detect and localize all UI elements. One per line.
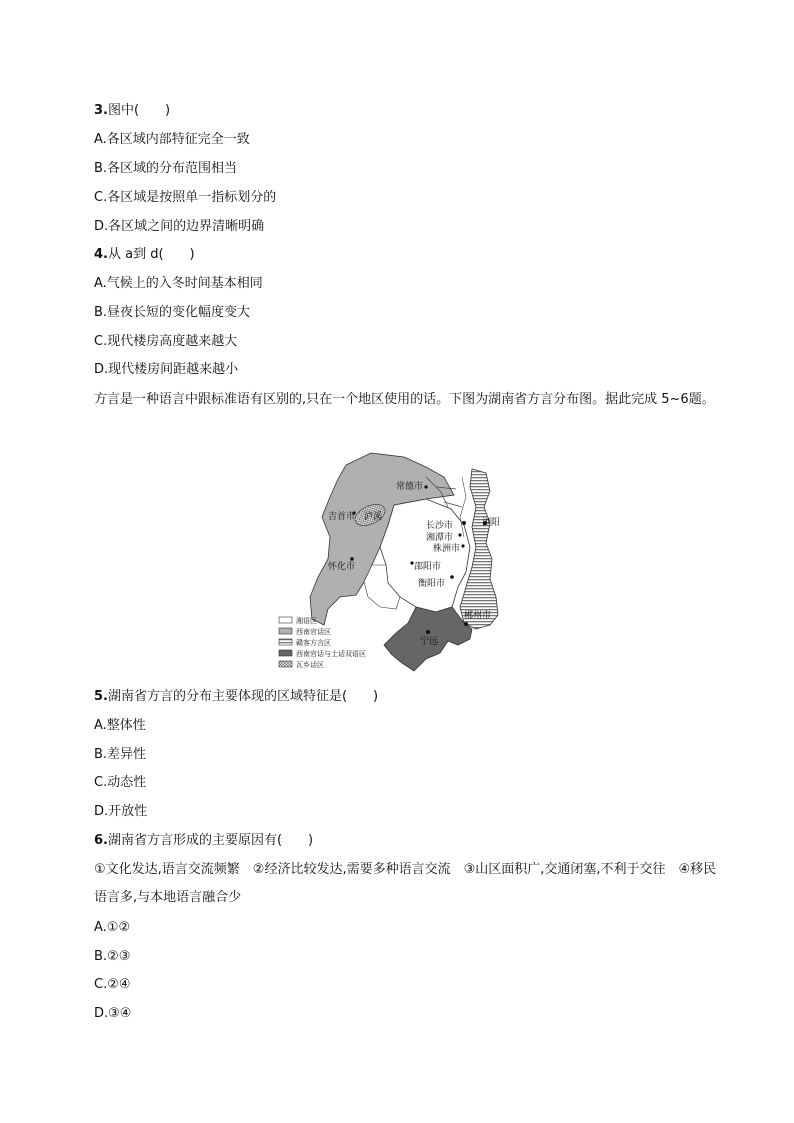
city-changsha: 长沙市 [426,521,454,531]
q3-option-c: C.各区域是按照单一指标划分的 [94,190,277,205]
q6-stem [94,832,313,850]
legend-xiang: 湘语区 [296,617,317,625]
city-chenzhou: 郴州市 [464,611,492,621]
q3-option-a: A.各区域内部特征完全一致 [94,132,250,147]
city-jishou: 吉首市 [328,512,356,522]
q5-stem [94,688,378,706]
q6-option-d: D.③④ [94,1006,132,1021]
q6-option-c: C.②④ [94,977,131,992]
passage: 方言是一种语言中跟标准语有区别的,只在一个地区使用的话。下图为湖南省方言分布图。据此完成 5~6题。 [94,392,715,407]
legend-ganke: 赣客方言区 [296,639,331,647]
q5-text: 湖南省方言的分布主要体现的区域特征是( ) [107,689,379,704]
city-huaihua: 怀化市 [328,562,356,572]
q3-option-d: D.各区域之间的边界清晰明确 [94,219,265,234]
city-ningyuan: 宁远 [420,637,439,647]
q3-text: 图中( ) [107,103,171,118]
q6-option-a: A.①② [94,920,131,935]
q5-option-a: A.整体性 [94,718,146,733]
city-liuyang: 浏阳 [482,518,501,528]
q4-option-d: D.现代楼房间距越来越小 [94,362,239,377]
q4-text: 从 a到 d( ) [107,247,195,262]
q5-option-d: D.开放性 [94,804,148,819]
q6-statements: ①文化发达,语言交流频繁 ②经济比较发达,需要多种语言交流 ③山区面积广,交通闭塞,不利于交往 ④移民语言多,与本地语言融合少 [94,862,717,905]
q4-stem [94,246,195,264]
legend-waxiang: 瓦乡话区 [296,661,324,669]
city-zhuzhou: 株洲市 [433,544,461,554]
q3-stem [94,102,170,120]
city-hengyang: 衡阳市 [418,579,446,589]
q3-number: 3. [94,103,108,118]
legend-xinan: 西南官话区 [296,628,331,636]
q5-option-c: C.动态性 [94,775,147,790]
q5-number: 5. [94,689,108,704]
city-shaoyang: 邵阳市 [414,562,442,572]
legend-shuangyu: 西南官话与土话双语区 [296,650,366,658]
q4-option-c: C.现代楼房高度越来越大 [94,334,238,349]
q4-number: 4. [94,247,108,262]
q5-option-b: B.差异性 [94,747,147,762]
q6-text: 湖南省方言形成的主要原因有( ) [107,833,314,848]
hunan-dialect-map [276,447,516,677]
city-luxi: 泸溪 [364,512,383,522]
q3-option-b: B.各区域的分布范围相当 [94,161,238,176]
q6-number: 6. [94,833,108,848]
q6-option-b: B.②③ [94,949,131,964]
q4-option-a: A.气候上的入冬时间基本相同 [94,276,263,291]
city-xiangtan: 湘潭市 [426,533,454,543]
q4-option-b: B.昼夜长短的变化幅度变大 [94,305,251,320]
city-changde: 常德市 [396,482,424,492]
